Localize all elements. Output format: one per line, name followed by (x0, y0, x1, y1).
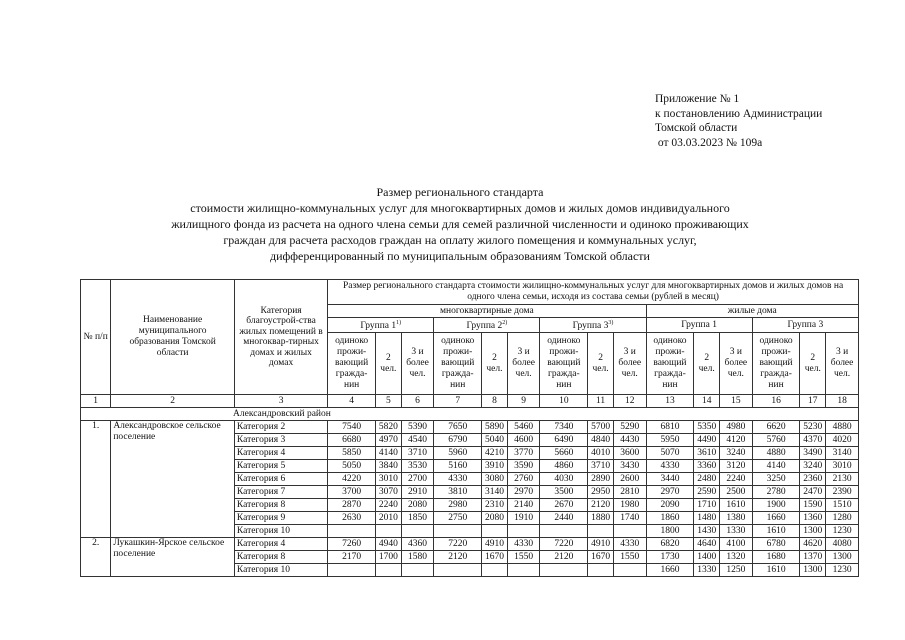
value-cell: 3710 (588, 460, 614, 473)
column-number: 3 (234, 395, 327, 408)
value-cell: 4140 (376, 447, 402, 460)
column-number: 16 (752, 395, 800, 408)
value-cell: 4080 (826, 538, 859, 551)
value-cell: 1910 (507, 512, 540, 525)
category-cell: Категория 6 (234, 473, 327, 486)
category-cell: Категория 9 (234, 512, 327, 525)
value-cell: 5290 (613, 421, 646, 434)
column-number: 10 (540, 395, 588, 408)
value-cell: 3810 (434, 486, 482, 499)
value-cell: 2760 (507, 473, 540, 486)
value-cell: 3910 (482, 460, 508, 473)
value-cell: 1230 (826, 525, 859, 538)
value-cell: 4980 (720, 421, 753, 434)
column-number: 5 (376, 395, 402, 408)
value-cell: 7650 (434, 421, 482, 434)
value-cell: 1300 (826, 551, 859, 564)
value-cell: 2390 (826, 486, 859, 499)
value-cell: 1330 (694, 564, 720, 577)
category-cell: Категория 5 (234, 460, 327, 473)
value-cell (540, 564, 588, 577)
appendix-line: от 03.03.2023 № 109а (655, 136, 763, 149)
value-cell (482, 564, 508, 577)
value-cell: 3240 (800, 460, 826, 473)
value-cell (482, 525, 508, 538)
value-cell: 2470 (800, 486, 826, 499)
value-cell: 3840 (376, 460, 402, 473)
value-cell: 6780 (752, 538, 800, 551)
header-group-1: Группа 1$^{1)}$ (328, 318, 434, 333)
value-cell: 4120 (720, 434, 753, 447)
value-cell: 5040 (482, 434, 508, 447)
value-cell: 6490 (540, 434, 588, 447)
title-line: Размер регионального стандарта (376, 185, 544, 199)
category-cell: Категория 8 (234, 499, 327, 512)
column-number: 12 (613, 395, 646, 408)
value-cell (507, 525, 540, 538)
value-cell (588, 525, 614, 538)
value-cell: 1320 (720, 551, 753, 564)
value-cell: 1590 (800, 499, 826, 512)
value-cell: 4330 (613, 538, 646, 551)
value-cell (328, 564, 376, 577)
value-cell: 2500 (720, 486, 753, 499)
value-cell: 6620 (752, 421, 800, 434)
value-cell: 4910 (588, 538, 614, 551)
value-cell: 5350 (694, 421, 720, 434)
header-municipality: Наименование муниципального образования Томской области (111, 280, 235, 395)
column-number: 2 (111, 395, 235, 408)
value-cell: 2130 (826, 473, 859, 486)
value-cell: 2090 (646, 499, 694, 512)
value-cell: 4370 (800, 434, 826, 447)
column-number: 9 (507, 395, 540, 408)
value-cell: 2240 (720, 473, 753, 486)
column-number: 13 (646, 395, 694, 408)
value-cell: 1580 (401, 551, 434, 564)
value-cell (434, 525, 482, 538)
value-cell: 4100 (720, 538, 753, 551)
value-cell: 2870 (328, 499, 376, 512)
value-cell: 6810 (646, 421, 694, 434)
value-cell: 2170 (328, 551, 376, 564)
value-cell: 1610 (720, 499, 753, 512)
value-cell: 4910 (482, 538, 508, 551)
value-cell: 2080 (482, 512, 508, 525)
value-cell: 3430 (613, 460, 646, 473)
column-number: 7 (434, 395, 482, 408)
column-number: 14 (694, 395, 720, 408)
category-cell: Категория 3 (234, 434, 327, 447)
value-cell: 3360 (694, 460, 720, 473)
value-cell: 3490 (800, 447, 826, 460)
value-cell: 2120 (540, 551, 588, 564)
header-single-resident: одиноко прожи-вающий гражда-нин (540, 333, 588, 395)
value-cell: 2970 (507, 486, 540, 499)
column-number: 15 (720, 395, 753, 408)
district-row: Александровский район (81, 408, 859, 421)
value-cell: 4030 (540, 473, 588, 486)
header-single-resident: одиноко прожи-вающий гражда-нин (434, 333, 482, 395)
appendix-line: Приложение № 1 (655, 93, 740, 105)
value-cell: 7220 (434, 538, 482, 551)
value-cell: 4010 (588, 447, 614, 460)
value-cell: 1430 (694, 525, 720, 538)
value-cell (434, 564, 482, 577)
value-cell: 1800 (646, 525, 694, 538)
value-cell (613, 564, 646, 577)
value-cell: 1550 (507, 551, 540, 564)
value-cell: 1300 (800, 525, 826, 538)
value-cell (588, 564, 614, 577)
value-cell: 1980 (613, 499, 646, 512)
value-cell: 4600 (507, 434, 540, 447)
column-number: 6 (401, 395, 434, 408)
category-cell: Категория 2 (234, 421, 327, 434)
header-single-resident: одиноко прожи-вающий гражда-нин (646, 333, 694, 395)
value-cell: 4220 (328, 473, 376, 486)
column-number: 1 (81, 395, 111, 408)
appendix-line: Томской области (655, 122, 738, 134)
value-cell: 3530 (401, 460, 434, 473)
value-cell: 3010 (376, 473, 402, 486)
value-cell: 1660 (646, 564, 694, 577)
value-cell: 2670 (540, 499, 588, 512)
value-cell: 4490 (694, 434, 720, 447)
value-cell (613, 525, 646, 538)
appendix-line: к постановлению Администрации (655, 107, 823, 120)
value-cell: 1740 (613, 512, 646, 525)
value-cell: 4880 (826, 421, 859, 434)
municipality-name: Лукашкин-Ярское сельское поселение (111, 538, 235, 577)
value-cell: 1670 (588, 551, 614, 564)
title-line: жилищного фонда из расчета на одного члена семьи для семей различной численности и одиноко проживающих (171, 217, 749, 231)
value-cell: 7540 (328, 421, 376, 434)
value-cell: 2910 (401, 486, 434, 499)
value-cell: 2750 (434, 512, 482, 525)
header-group-2: Группа 2$^{2)}$ (434, 318, 540, 333)
value-cell: 4330 (646, 460, 694, 473)
value-cell: 1400 (694, 551, 720, 564)
header-two-persons: 2 чел. (376, 333, 402, 395)
category-cell: Категория 4 (234, 538, 327, 551)
value-cell (328, 525, 376, 538)
value-cell: 3070 (376, 486, 402, 499)
title-line: дифференцированный по муниципальным образованиям Томской области (270, 249, 650, 263)
value-cell: 3250 (752, 473, 800, 486)
value-cell: 3500 (540, 486, 588, 499)
value-cell (376, 525, 402, 538)
value-cell: 2890 (588, 473, 614, 486)
column-number: 8 (482, 395, 508, 408)
value-cell: 4640 (694, 538, 720, 551)
value-cell (540, 525, 588, 538)
value-cell: 4880 (752, 447, 800, 460)
value-cell: 1280 (826, 512, 859, 525)
value-cell: 1670 (482, 551, 508, 564)
header-three-plus-persons: 3 и более чел. (507, 333, 540, 395)
value-cell: 3700 (328, 486, 376, 499)
value-cell: 7260 (328, 538, 376, 551)
value-cell: 2440 (540, 512, 588, 525)
value-cell: 7220 (540, 538, 588, 551)
value-cell: 2080 (401, 499, 434, 512)
value-cell (507, 564, 540, 577)
value-cell: 4840 (588, 434, 614, 447)
value-cell: 2600 (613, 473, 646, 486)
value-cell: 2010 (376, 512, 402, 525)
value-cell: 1330 (720, 525, 753, 538)
value-cell: 4620 (800, 538, 826, 551)
value-cell: 1300 (800, 564, 826, 577)
value-cell: 2310 (482, 499, 508, 512)
header-two-persons: 2 чел. (482, 333, 508, 395)
value-cell: 3710 (401, 447, 434, 460)
value-cell: 4020 (826, 434, 859, 447)
header-category: Категория благоустрой-ства жилых помещений в многоквар-тирных домах и жилых домах (234, 280, 327, 395)
value-cell: 5700 (588, 421, 614, 434)
value-cell: 5070 (646, 447, 694, 460)
header-two-persons: 2 чел. (694, 333, 720, 395)
column-number: 4 (328, 395, 376, 408)
value-cell: 2480 (694, 473, 720, 486)
value-cell: 2780 (752, 486, 800, 499)
value-cell: 4430 (613, 434, 646, 447)
value-cell: 5820 (376, 421, 402, 434)
value-cell: 4330 (434, 473, 482, 486)
value-cell (376, 564, 402, 577)
value-cell: 1230 (826, 564, 859, 577)
value-cell: 1550 (613, 551, 646, 564)
header-houses-group-3: Группа 3 (752, 318, 858, 333)
header-three-plus-persons: 3 и более чел. (826, 333, 859, 395)
value-cell: 2360 (800, 473, 826, 486)
value-cell: 1660 (752, 512, 800, 525)
value-cell: 1380 (720, 512, 753, 525)
value-cell: 1370 (800, 551, 826, 564)
municipality-name: Александровское сельское поселение (111, 421, 235, 538)
value-cell: 5160 (434, 460, 482, 473)
title-line: стоимости жилищно-коммунальных услуг для многоквартирных домов и жилых домов индивидуального (190, 201, 730, 215)
value-cell: 7340 (540, 421, 588, 434)
value-cell: 2810 (613, 486, 646, 499)
value-cell: 3440 (646, 473, 694, 486)
value-cell: 1360 (800, 512, 826, 525)
value-cell: 1480 (694, 512, 720, 525)
value-cell: 3600 (613, 447, 646, 460)
value-cell: 1700 (376, 551, 402, 564)
value-cell: 5760 (752, 434, 800, 447)
value-cell: 5050 (328, 460, 376, 473)
category-cell: Категория 4 (234, 447, 327, 460)
header-single-resident: одиноко прожи-вающий гражда-нин (752, 333, 800, 395)
value-cell (401, 564, 434, 577)
header-size-title: Размер регионального стандарта стоимости жилищно-коммунальных услуг для многоквартирных домов и жилых домов на одного члена семьи, исходя из состава семьи (рублей в месяц) (328, 280, 859, 305)
value-cell: 5950 (646, 434, 694, 447)
value-cell: 4860 (540, 460, 588, 473)
document-title (100, 184, 820, 264)
value-cell: 2950 (588, 486, 614, 499)
header-single-resident: одиноко прожи-вающий гражда-нин (328, 333, 376, 395)
header-num: № п/п (81, 280, 111, 395)
value-cell: 4540 (401, 434, 434, 447)
table-row (81, 538, 859, 551)
value-cell: 2970 (646, 486, 694, 499)
value-cell: 1850 (401, 512, 434, 525)
column-number: 18 (826, 395, 859, 408)
value-cell: 5890 (482, 421, 508, 434)
value-cell: 3010 (826, 460, 859, 473)
header-houses: жилые дома (646, 305, 858, 318)
category-cell: Категория 10 (234, 525, 327, 538)
value-cell: 6820 (646, 538, 694, 551)
category-cell: Категория 10 (234, 564, 327, 577)
value-cell: 2630 (328, 512, 376, 525)
value-cell: 2140 (507, 499, 540, 512)
value-cell: 5850 (328, 447, 376, 460)
value-cell: 5960 (434, 447, 482, 460)
value-cell: 5660 (540, 447, 588, 460)
value-cell: 1250 (720, 564, 753, 577)
value-cell: 3770 (507, 447, 540, 460)
value-cell: 2240 (376, 499, 402, 512)
value-cell: 5230 (800, 421, 826, 434)
value-cell: 2980 (434, 499, 482, 512)
value-cell: 1880 (588, 512, 614, 525)
value-cell: 1680 (752, 551, 800, 564)
value-cell: 3080 (482, 473, 508, 486)
value-cell: 3240 (720, 447, 753, 460)
header-three-plus-persons: 3 и более чел. (613, 333, 646, 395)
header-apartment-buildings: многоквартирные дома (328, 305, 646, 318)
value-cell: 6790 (434, 434, 482, 447)
value-cell: 1860 (646, 512, 694, 525)
header-two-persons: 2 чел. (588, 333, 614, 395)
value-cell: 3140 (826, 447, 859, 460)
value-cell: 1710 (694, 499, 720, 512)
appendix-block (655, 92, 822, 150)
value-cell: 2700 (401, 473, 434, 486)
header-three-plus-persons: 3 и более чел. (720, 333, 753, 395)
column-number: 11 (588, 395, 614, 408)
value-cell: 2120 (434, 551, 482, 564)
value-cell: 3590 (507, 460, 540, 473)
value-cell: 4140 (752, 460, 800, 473)
value-cell: 5390 (401, 421, 434, 434)
entry-number: 1. (81, 421, 111, 538)
header-two-persons: 2 чел. (800, 333, 826, 395)
value-cell: 1900 (752, 499, 800, 512)
value-cell: 3120 (720, 460, 753, 473)
value-cell: 6680 (328, 434, 376, 447)
header-houses-group-1: Группа 1 (646, 318, 752, 333)
value-cell: 3610 (694, 447, 720, 460)
header-group-3: Группа 3$^{3)}$ (540, 318, 646, 333)
value-cell: 1610 (752, 564, 800, 577)
category-cell: Категория 8 (234, 551, 327, 564)
value-cell: 1730 (646, 551, 694, 564)
value-cell: 4360 (401, 538, 434, 551)
header-three-plus-persons: 3 и более чел. (401, 333, 434, 395)
standard-cost-table (80, 279, 859, 577)
value-cell: 1510 (826, 499, 859, 512)
value-cell: 4940 (376, 538, 402, 551)
value-cell: 1610 (752, 525, 800, 538)
value-cell: 4210 (482, 447, 508, 460)
category-cell: Категория 7 (234, 486, 327, 499)
title-line: граждан для расчета расходов граждан на оплату жилого помещения и коммунальных услуг, (223, 233, 697, 247)
value-cell: 2120 (588, 499, 614, 512)
value-cell: 5460 (507, 421, 540, 434)
value-cell: 2590 (694, 486, 720, 499)
table-row (81, 421, 859, 434)
entry-number: 2. (81, 538, 111, 577)
value-cell (401, 525, 434, 538)
value-cell: 4970 (376, 434, 402, 447)
value-cell: 4330 (507, 538, 540, 551)
column-number: 17 (800, 395, 826, 408)
value-cell: 3140 (482, 486, 508, 499)
